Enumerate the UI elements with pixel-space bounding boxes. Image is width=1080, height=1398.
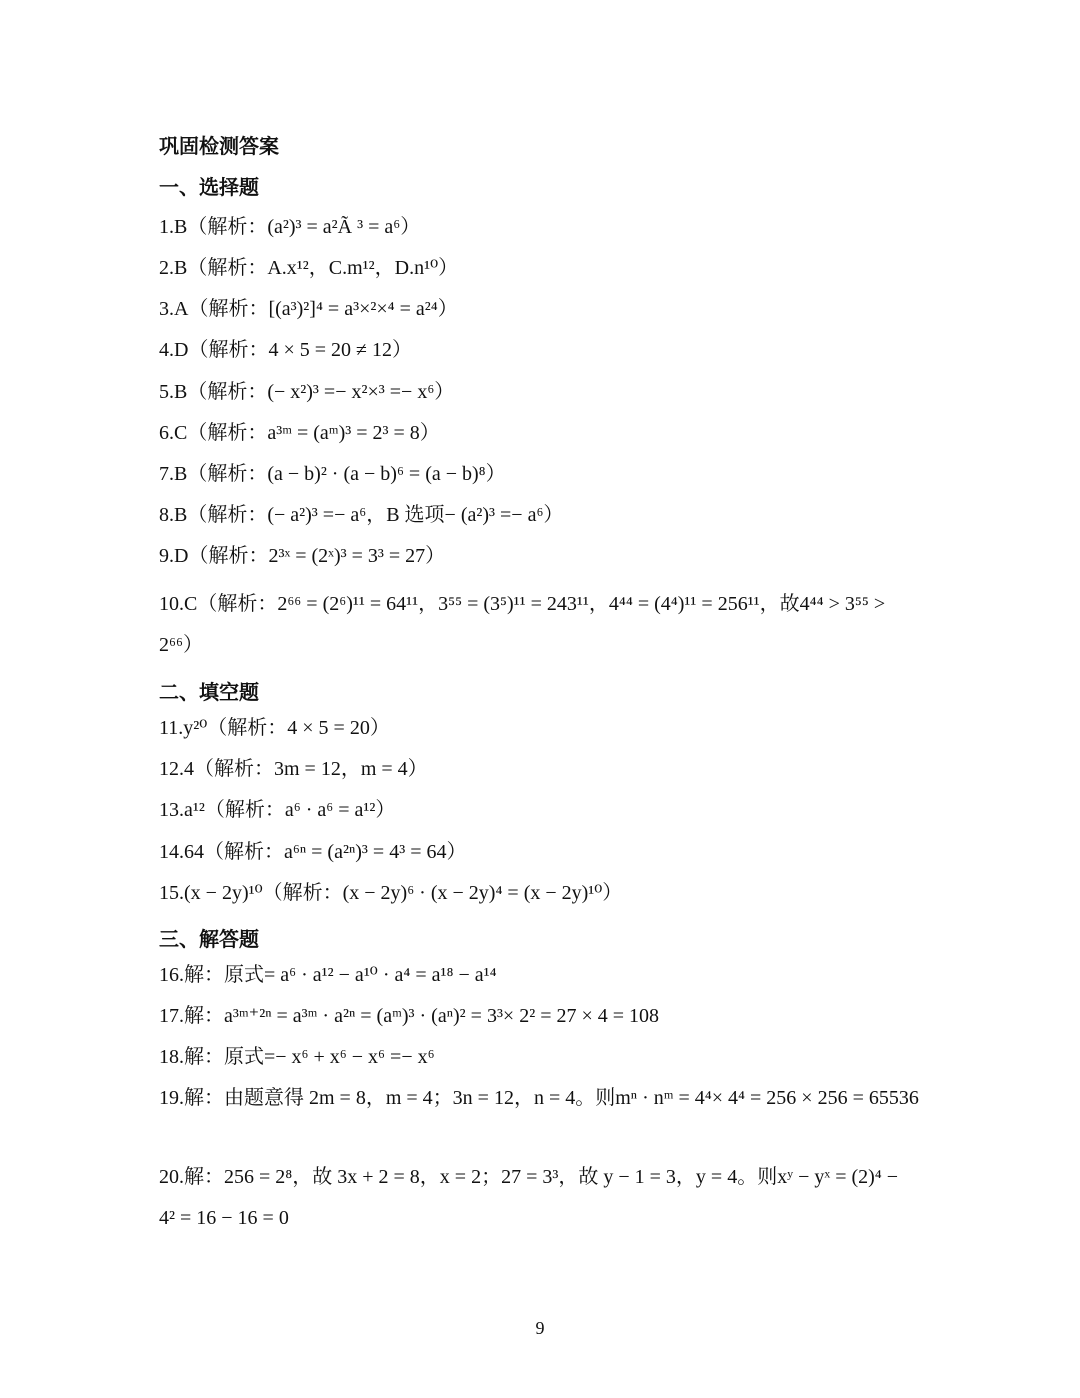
answer-item: 7.B（解析：(a − b)² · (a − b)⁶ = (a − b)⁸） xyxy=(159,463,506,485)
section-heading-solutions: 三、解答题 xyxy=(159,927,259,951)
answer-item: 14.64（解析：a⁶ⁿ = (a²ⁿ)³ = 4³ = 64） xyxy=(159,841,467,863)
answer-item: 18.解：原式=− x⁶ + x⁶ − x⁶ =− x⁶ xyxy=(159,1046,435,1068)
section-heading-fill-in: 二、填空题 xyxy=(159,680,259,704)
answer-item: 19.解：由题意得 2m = 8，m = 4；3n = 12，n = 4。则mⁿ · nᵐ = 4⁴× 4⁴ = 256 × 256 = 65536 xyxy=(159,1087,919,1109)
answer-item: 1.B（解析：(a²)³ = a²Ã ³ = a⁶） xyxy=(159,216,421,238)
answer-item: 8.B（解析：(− a²)³ =− a⁶，B 选项− (a²)³ =− a⁶） xyxy=(159,504,564,526)
answer-item: 5.B（解析：(− x²)³ =− x²×³ =− x⁶） xyxy=(159,381,455,403)
answer-item: 10.C（解析：2⁶⁶ = (2⁶)¹¹ = 64¹¹，3⁵⁵ = (3⁵)¹¹ = 243¹¹，4⁴⁴ = (4⁴)¹¹ = 256¹¹，故4⁴⁴ > 3⁵⁵ > 2⁶⁶） xyxy=(159,593,886,656)
answer-item: 4.D（解析：4 × 5 = 20 ≠ 12） xyxy=(159,339,412,361)
answer-item: 9.D（解析：2³ˣ = (2ˣ)³ = 3³ = 27） xyxy=(159,545,446,567)
answer-item: 12.4（解析：3m = 12，m = 4） xyxy=(159,758,428,780)
section-heading-multiple-choice: 一、选择题 xyxy=(159,175,259,199)
answer-item: 17.解：a³ᵐ⁺²ⁿ = a³ᵐ · a²ⁿ = (aᵐ)³ · (aⁿ)² = 3³× 2² = 27 × 4 = 108 xyxy=(159,1005,660,1027)
page-title: 巩固检测答案 xyxy=(159,134,279,158)
answer-item: 2.B（解析：A.x¹²，C.m¹²，D.n¹⁰） xyxy=(159,257,459,279)
answer-item: 16.解：原式= a⁶ · a¹² − a¹⁰ · a⁴ = a¹⁸ − a¹⁴ xyxy=(159,964,497,986)
answer-item: 15.(x − 2y)¹⁰（解析：(x − 2y)⁶ · (x − 2y)⁴ = (x − 2y)¹⁰） xyxy=(159,882,623,904)
answer-item: 20.解：256 = 2⁸，故 3x + 2 = 8，x = 2；27 = 3³，故 y − 1 = 3，y = 4。则xʸ − yˣ = (2)⁴ − 4² = 16 − 16 = 0 xyxy=(159,1166,899,1229)
answer-item: 11.y²⁰（解析：4 × 5 = 20） xyxy=(159,717,390,739)
page-number: 9 xyxy=(535,1318,545,1338)
answer-item: 6.C（解析：a³ᵐ = (aᵐ)³ = 2³ = 8） xyxy=(159,422,440,444)
answer-item: 13.a¹²（解析：a⁶ · a⁶ = a¹²） xyxy=(159,799,396,821)
answer-item: 3.A（解析：[(a³)²]⁴ = a³×²×⁴ = a²⁴） xyxy=(159,298,458,320)
